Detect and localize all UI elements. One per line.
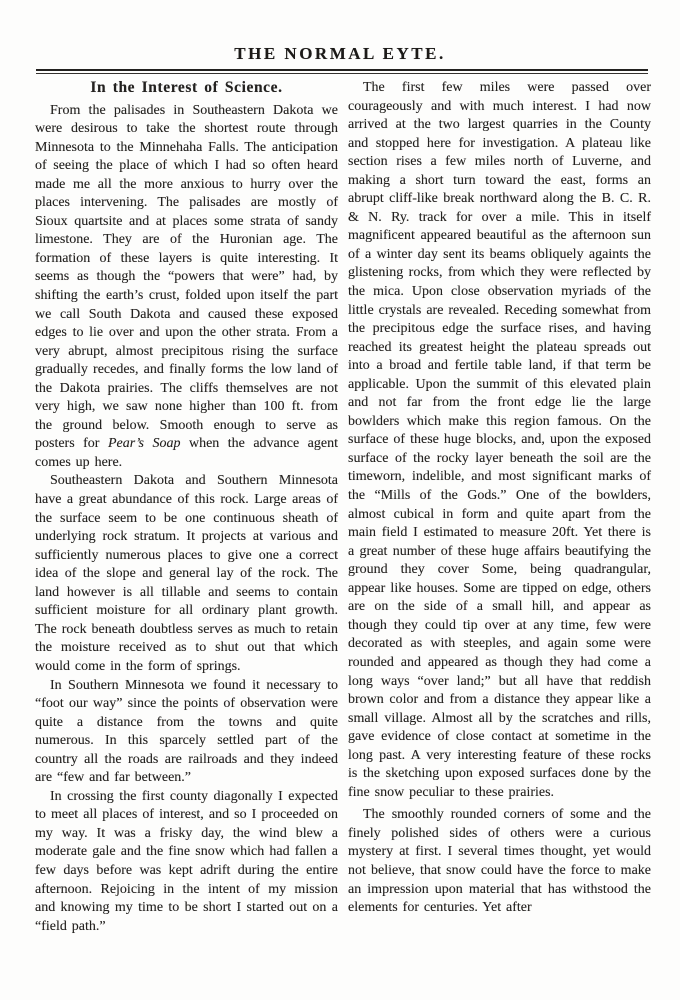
paragraph <box>35 677 338 788</box>
italic-text-run: Pear’s Soap <box>107 436 181 452</box>
column-left-body <box>35 102 338 937</box>
paragraph <box>348 806 651 917</box>
column-left <box>35 79 338 936</box>
column-right <box>348 79 651 936</box>
paragraph <box>35 102 338 473</box>
column-right-body <box>348 79 651 918</box>
text-run: The smoothly rounded corners of some and the finely polished sides of others were a curious mystery at first. I several times thought, yet would not believe, that snow could have the force to make an impression upon material that has withstood the elements for centuries. Yet after <box>348 807 651 916</box>
text-run: From the palisades in Southeastern Dakota we were desirous to take the shortest route through Minnesota to the Minnehaha Falls. The anticipation of seeing the place of which I had so often heard made me all the more anxious to hurry over the places intervening. The palisades are mostly of Sioux quartsite and at places some strata of sandy limestone. They are of the Huronian age. The formation of these layers is quite interesting. It seems as though the “powers that were” had, by shifting the earth’s crust, folded upon itself the part we call South Dakota and caused these exposed edges to lie over and upon the other strata. From a very abrupt, almost precipitous rising the surface gradually recedes, and finally forms the low land of the Dakota prairies. The cliffs themselves are not very high, we saw none higher than 100 ft. from the ground below. Smooth enough to serve as posters for <box>35 102 338 452</box>
paragraph <box>348 79 651 802</box>
article-columns <box>35 79 652 936</box>
paragraph <box>35 472 338 676</box>
paragraph <box>35 788 338 936</box>
text-run: when the advance agent comes up here. <box>35 436 338 470</box>
header-rule <box>36 69 648 74</box>
text-run: Southeastern Dakota and Southern Minnesota have a great abundance of this rock. Large areas of the surface seem to be one continuous sheath of underlying rock stratum. It projects at various and sufficiently numerous places to give one a correct idea of the slope and general lay of the rock. The land however is all tillable and seems to contain sufficient moisture for all ordinary plant growth. The rock beneath doubtless serves as much to retain the moisture received as to shut out that which would come in the form of springs. <box>35 473 338 674</box>
article-title: In the Interest of Science. <box>90 79 283 96</box>
text-run: The first few miles were passed over courageously and with much interest. I had now arrived at the two largest quarries in the County and stopped here for investigation. A plateau like section rises a few miles north of Luverne, and making a short turn toward the east, forms an abrupt cliff-like break northward along the B. C. R. & N. Ry. track for over a mile. This in itself magnificent appeared beautiful as the afternoon sun of a winter day sent its beams obliquely againts the glistening rocks, from which they were reflected by the mica. Upon close observation myriads of the little crystals are revealed. Receding somewhat from the precipitous edge the surface rises, and having reached its greatest height the plateau spreads out into a broad and fertile table land, if that term be applicable. Upon the summit of this elevated plain and not far from the front edge lie the large bowlders which make this region famous. On the surface of these huge blocks, and, upon the exposed surface of the rocky layer beneath the soil are the timeworn, indelible, and most significant marks of the “Mills of the Gods.” One of the bowlders, almost cubical in form and quite apart from the main field I estimated to measure 20ft. Yet there is a great number of these huge affairs beautifying the ground they cover Some, being quadrangular, appear like houses. Some are tipped on edge, others are on the side of a small hill, and appear as though they could tip over at any time, few were decorated as with steeples, and again some were rounded and appeared as though they had come a long ways “over land;” but all have that reddish brown color and from a distance they appear like a small village. Almost all by the scratches and rills, gave evidence of close contact at sometime in the long past. A very interesting feature of these rocks is the sketching upon exposed surfaces done by the fine snow peculiar to these prairies. <box>348 80 651 800</box>
text-run: In crossing the first county diagonally I expected to meet all places of interest, and so I proceeded on my way. It was a frisky day, the wind blew a moderate gale and the fine snow which had fallen a few days before was kept adrift during the entire afternoon. Rejoicing in the intent of my mission and knowing my time to be short I started out on a “field path.” <box>35 788 338 934</box>
text-run: In Southern Minnesota we found it necessary to “foot our way” since the points of observation were quite a distance from the towns and quite numerous. In this sparcely settled part of the country all the roads are railroads and they indeed are “few and far between.” <box>35 677 338 786</box>
masthead-title: THE NORMAL EYTE. <box>234 44 446 63</box>
